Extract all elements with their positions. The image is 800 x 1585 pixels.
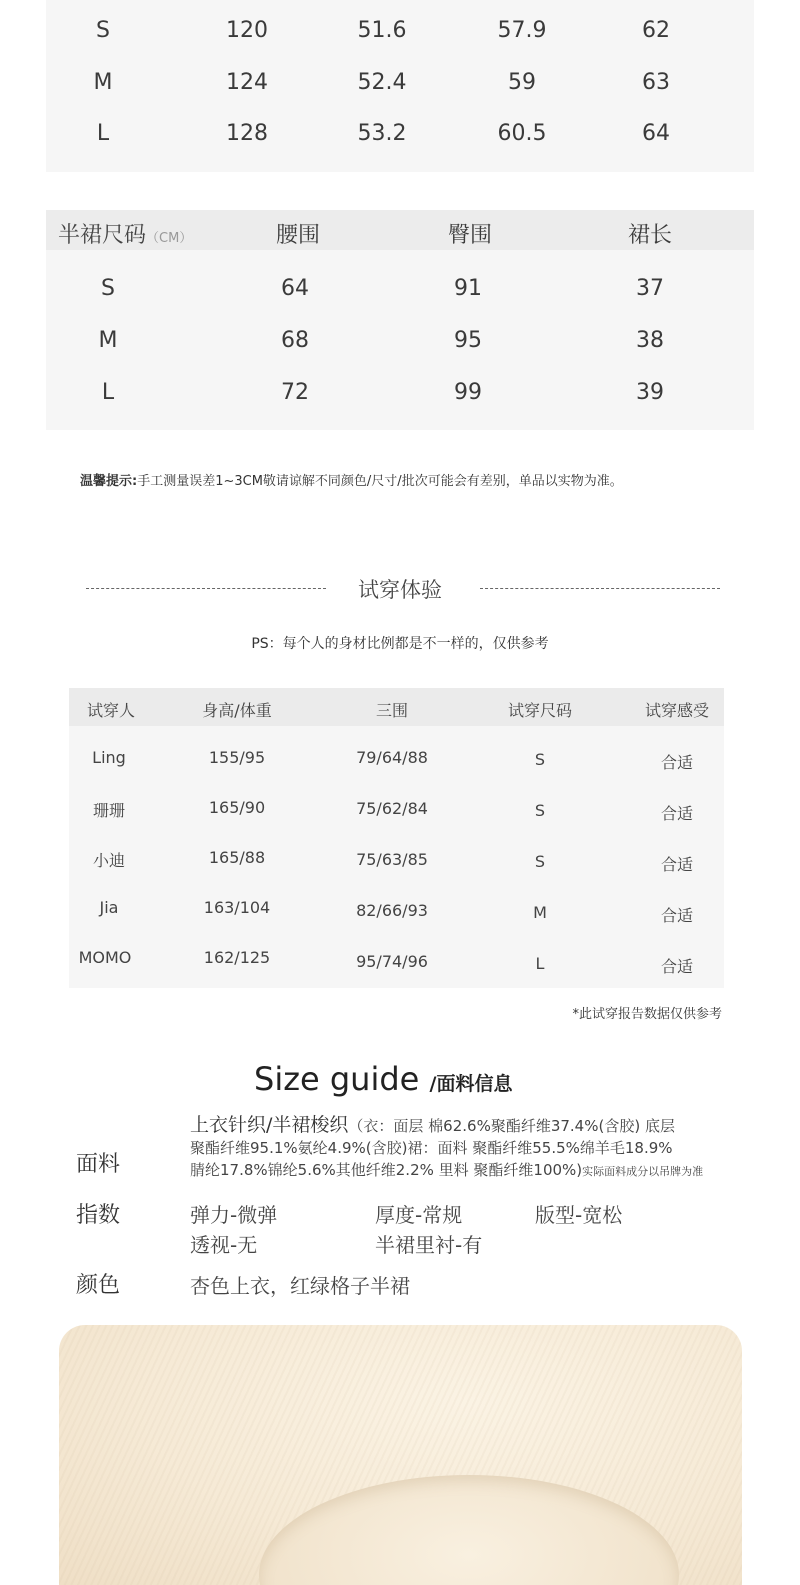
fit-feeling: 合适 (660, 753, 694, 772)
color-value: 杏色上衣，红绿格子半裙 (190, 1274, 410, 1298)
value-cell: 38 (636, 328, 664, 353)
fit-feeling: 合适 (660, 855, 694, 874)
height-weight: 163/104 (203, 898, 271, 917)
index-item: 弹力-微弹 (190, 1203, 278, 1227)
value-cell: 120 (226, 18, 268, 43)
header-unit: （CM） (146, 231, 193, 246)
size-guide-heading: Size guide (254, 1060, 420, 1098)
tester-name: 珊珊 (92, 801, 126, 820)
size-cell: L (96, 121, 110, 146)
height-weight: 165/88 (208, 848, 266, 867)
value-cell: 72 (281, 380, 309, 405)
height-weight: 155/95 (208, 748, 266, 767)
header-cell: 腰围 (275, 223, 321, 248)
value-cell: 64 (281, 276, 309, 301)
value-cell: 62 (642, 18, 670, 43)
fabric-detail: 腈纶17.8%锦纶5.6%其他纤维2.2% 里料 聚酯纤维100%) (190, 1161, 583, 1179)
size-guide-subtitle: /面料信息 (429, 1073, 513, 1095)
divider-left (86, 588, 326, 589)
size-cell: S (101, 276, 115, 301)
value-cell: 53.2 (357, 121, 407, 146)
header-cell: 裙长 (627, 223, 673, 248)
header-cell: 臀围 (447, 223, 493, 248)
tried-size: S (534, 750, 546, 769)
skirt-size-table (46, 210, 754, 430)
index-item: 半裙里衬-有 (375, 1233, 483, 1257)
fabric-info (190, 1114, 750, 1183)
tip-label: 温馨提示: (80, 474, 138, 489)
skirt-table-title (58, 218, 192, 249)
value-cell: 95 (454, 328, 482, 353)
table-header (69, 688, 724, 726)
index-label: 指数 (76, 1203, 121, 1228)
index-item: 版型-宽松 (535, 1203, 623, 1227)
fabric-detail: （衣：面层 棉62.6%聚酯纤维37.4%(含胶) 底层 (348, 1117, 675, 1135)
fit-feeling: 合适 (660, 804, 694, 823)
value-cell: 59 (508, 70, 536, 95)
tried-size: L (535, 954, 545, 973)
tester-name: Ling (92, 748, 126, 767)
measurements: 79/64/88 (356, 748, 428, 767)
size-guide-title (254, 1060, 512, 1098)
section-title: 试穿体验 (358, 578, 442, 602)
header-title: 半裙尺码 (58, 223, 147, 248)
fabric-swatch-image (59, 1325, 742, 1585)
fabric-label: 面料 (76, 1152, 121, 1177)
try-on-table (69, 688, 724, 988)
top-size-table (46, 0, 754, 172)
height-weight: 165/90 (208, 798, 266, 817)
tried-size: M (533, 903, 547, 922)
tried-size: S (534, 852, 546, 871)
value-cell: 37 (636, 276, 664, 301)
warm-tip (80, 470, 623, 489)
divider-right (480, 588, 720, 589)
value-cell: 68 (281, 328, 309, 353)
header-cell: 试穿人 (86, 701, 136, 720)
size-cell: S (96, 18, 110, 43)
value-cell: 124 (226, 70, 268, 95)
index-item: 厚度-常规 (375, 1203, 463, 1227)
measurements: 82/66/93 (356, 901, 428, 920)
tip-text: 手工测量误差1~3CM敬请谅解不同颜色/尺寸/批次可能会有差别，单品以实物为准。 (137, 474, 623, 489)
header-cell: 三围 (375, 701, 409, 720)
fabric-line (190, 1159, 750, 1183)
header-cell: 试穿尺码 (507, 701, 573, 720)
tester-name: 小迪 (92, 851, 126, 870)
ps-note: PS：每个人的身材比例都是不一样的，仅供参考 (251, 636, 549, 652)
measurements: 75/62/84 (356, 799, 428, 818)
value-cell: 39 (636, 380, 664, 405)
value-cell: 91 (454, 276, 482, 301)
fabric-line (190, 1114, 750, 1137)
fabric-fold (259, 1475, 679, 1585)
value-cell: 52.4 (357, 70, 407, 95)
value-cell: 51.6 (357, 18, 407, 43)
value-cell: 128 (226, 121, 268, 146)
height-weight: 162/125 (203, 948, 271, 967)
tester-name: Jia (99, 898, 119, 917)
measurements: 95/74/96 (356, 952, 428, 971)
tester-name: MOMO (78, 948, 132, 967)
value-cell: 63 (642, 70, 670, 95)
try-on-note: *此试穿报告数据仅供参考 (572, 1007, 722, 1022)
size-cell: M (93, 70, 113, 95)
measurements: 75/63/85 (356, 850, 428, 869)
value-cell: 64 (642, 121, 670, 146)
fabric-lead: 上衣针织/半裙梭织 (190, 1114, 349, 1136)
fabric-disclaimer: 实际面料成分以吊牌为准 (582, 1165, 704, 1178)
fabric-line: 聚酯纤维95.1%氨纶4.9%(含胶)裙：面料 聚酯纤维55.5%绵羊毛18.9% (190, 1139, 673, 1157)
value-cell: 99 (454, 380, 482, 405)
tried-size: S (534, 801, 546, 820)
header-cell: 身高/体重 (202, 701, 272, 720)
size-cell: L (101, 380, 115, 405)
size-cell: M (98, 328, 118, 353)
fit-feeling: 合适 (660, 906, 694, 925)
value-cell: 57.9 (497, 18, 547, 43)
header-cell: 试穿感受 (644, 701, 710, 720)
fit-feeling: 合适 (660, 957, 694, 976)
color-label: 颜色 (76, 1273, 121, 1298)
value-cell: 60.5 (497, 121, 547, 146)
index-item: 透视-无 (190, 1233, 258, 1257)
